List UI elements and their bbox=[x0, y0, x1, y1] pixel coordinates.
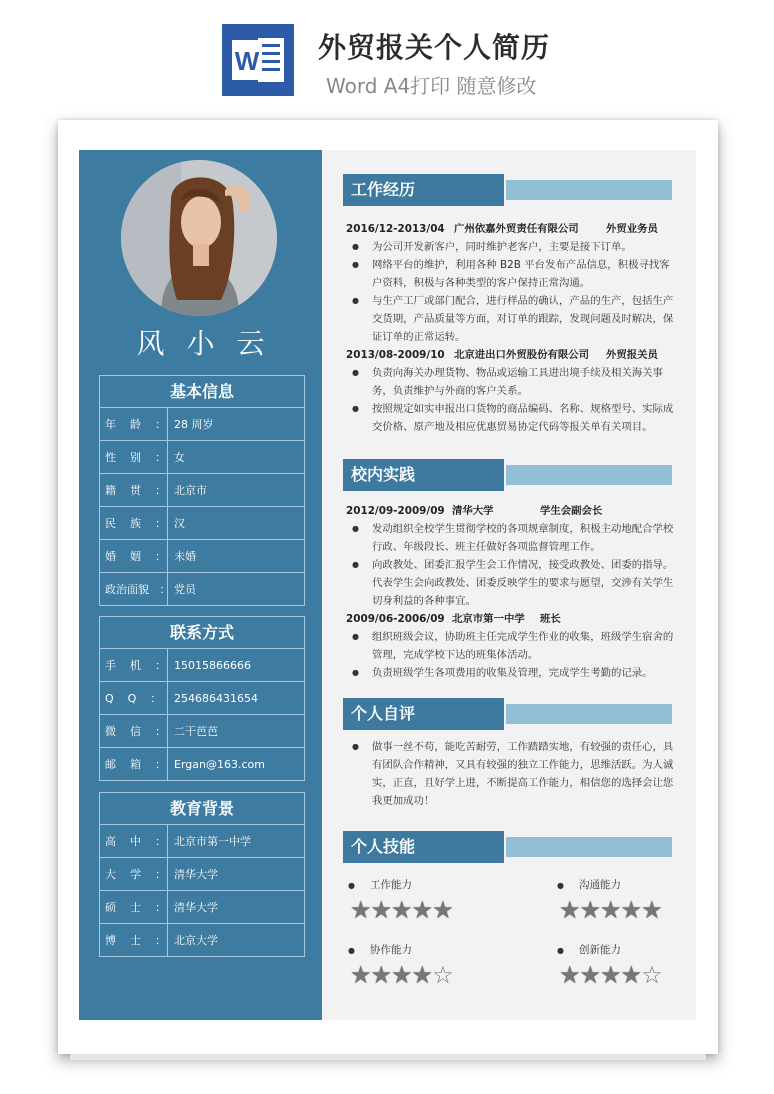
star-filled-icon: ★ bbox=[391, 961, 412, 989]
contact-row-wechat bbox=[100, 715, 304, 748]
info-row-marital bbox=[100, 540, 304, 573]
contact-row-phone bbox=[100, 649, 304, 682]
star-filled-icon: ★ bbox=[641, 896, 662, 924]
list-item: ● 按照规定如实申报出口货物的商品编码、名称、规格型号、实际成交价格、原产地及相应优惠贸易协定代码等报关单有关项目。 bbox=[346, 400, 676, 436]
self-eval-section bbox=[346, 738, 676, 810]
job-company: 北京进出口外贸股份有限公司 bbox=[454, 349, 590, 361]
word-logo-icon bbox=[222, 24, 294, 96]
info-value: 28 周岁 bbox=[174, 418, 214, 431]
contact-heading: 联系方式 bbox=[100, 617, 304, 649]
skill-rating bbox=[559, 961, 662, 989]
job-company: 北京市第一中学 bbox=[452, 613, 525, 625]
list-item: ● 网络平台的维护，利用各种 B2B 平台发布产品信息，积极寻找客户资料，积极与各种类型的客户保持正常沟通。 bbox=[346, 256, 676, 292]
contact-row-email bbox=[100, 748, 304, 780]
edu-value: 北京大学 bbox=[174, 934, 218, 947]
list-item: ● 向政教处、团委汇报学生会工作情况，接受政教处、团委的指导。代表学生会向政教处、团委反映学生的要求与愿望，交涉有关学生切身利益的各种事宜。 bbox=[346, 556, 676, 610]
edu-label: 硕 士 ： bbox=[100, 891, 168, 923]
star-filled-icon: ★ bbox=[559, 961, 580, 989]
star-filled-icon: ★ bbox=[579, 896, 601, 924]
edu-row-master bbox=[100, 891, 304, 924]
star-empty-icon: ☆ bbox=[641, 961, 662, 989]
work-section bbox=[346, 220, 676, 436]
job-period: 2016/12-2013/04 bbox=[346, 223, 445, 235]
info-label: 年 龄 ： bbox=[100, 408, 168, 440]
person-name: 风小云 bbox=[136, 327, 287, 360]
skill-item: ● 工作能力 bbox=[348, 879, 412, 891]
skill-rating bbox=[350, 961, 453, 989]
edu-value: 清华大学 bbox=[174, 901, 218, 914]
info-label: 政治面貌 ： bbox=[100, 573, 168, 605]
self-eval-heading: 个人自评 bbox=[343, 698, 504, 730]
edu-value: 北京市第一中学 bbox=[174, 835, 251, 848]
education-box bbox=[99, 792, 305, 957]
edu-row-highschool bbox=[100, 825, 304, 858]
job-role: 班长 bbox=[540, 613, 561, 625]
skill-name: 沟通能力 bbox=[579, 879, 621, 891]
edu-label: 高 中 ： bbox=[100, 825, 168, 857]
skill-rating bbox=[559, 896, 662, 924]
list-item: ● 发动组织全校学生贯彻学校的各项规章制度，积极主动地配合学校行政、年级段长、班主任做好各项监督管理工作。 bbox=[346, 520, 676, 556]
info-label: 籍 贯 ： bbox=[100, 474, 168, 506]
job-header bbox=[346, 610, 676, 628]
info-label: 民 族 ： bbox=[100, 507, 168, 539]
contact-label: 微 信 ： bbox=[100, 715, 168, 747]
skills-heading-rule bbox=[506, 837, 672, 857]
info-value: 党员 bbox=[174, 583, 196, 596]
info-row-gender bbox=[100, 441, 304, 474]
info-value: 未婚 bbox=[174, 550, 196, 563]
basic-info-heading: 基本信息 bbox=[100, 376, 304, 408]
star-filled-icon: ★ bbox=[620, 961, 642, 989]
job-company: 广州依嘉外贸责任有限公司 bbox=[454, 223, 579, 235]
skills-heading: 个人技能 bbox=[343, 831, 504, 863]
job-company: 清华大学 bbox=[452, 505, 494, 517]
info-row-age bbox=[100, 408, 304, 441]
contact-value: 254686431654 bbox=[174, 691, 258, 705]
job-period: 2009/06-2006/09 bbox=[346, 613, 445, 625]
list-item: ● 负责班级学生各项费用的收集及管理，完成学生考勤的记录。 bbox=[346, 664, 676, 682]
list-item: ● 为公司开发新客户，同时维护老客户，主要是接下订单。 bbox=[346, 238, 676, 256]
info-label: 性 别 ： bbox=[100, 441, 168, 473]
info-row-political bbox=[100, 573, 304, 605]
edu-value: 清华大学 bbox=[174, 868, 218, 881]
star-filled-icon: ★ bbox=[350, 896, 371, 924]
edu-label: 大 学 ： bbox=[100, 858, 168, 890]
star-filled-icon: ★ bbox=[620, 896, 642, 924]
contact-value: 15015866666 bbox=[174, 658, 251, 672]
skill-rating bbox=[350, 896, 453, 924]
education-heading: 教育背景 bbox=[100, 793, 304, 825]
avatar bbox=[121, 160, 277, 316]
star-filled-icon: ★ bbox=[411, 961, 433, 989]
star-filled-icon: ★ bbox=[579, 961, 601, 989]
skill-name: 工作能力 bbox=[370, 879, 412, 891]
contact-value: Ergan@163.com bbox=[174, 757, 265, 771]
campus-section bbox=[346, 502, 676, 682]
skill-item: ● 协作能力 bbox=[348, 944, 412, 956]
star-filled-icon: ★ bbox=[411, 896, 433, 924]
edu-label: 博 士 ： bbox=[100, 924, 168, 956]
job-period: 2013/08-2009/10 bbox=[346, 349, 445, 361]
contact-label: 邮 箱 ： bbox=[100, 748, 168, 780]
work-heading: 工作经历 bbox=[343, 174, 504, 206]
work-heading-rule bbox=[506, 180, 672, 200]
job-role: 学生会副会长 bbox=[540, 505, 603, 517]
self-eval-text: ● 做事一丝不苟，能吃苦耐劳，工作踏踏实地，有较强的责任心，具有团队合作精神，又具有较强的独立工作能力，思维活跃。为人诚实，正直，且好学上进，不断提高工作能力，相信您的选择会让您我更加成功！ bbox=[346, 738, 676, 810]
star-filled-icon: ★ bbox=[432, 896, 453, 924]
list-item: ● 组织班级会议，协助班主任完成学生作业的收集，班级学生宿舍的管理，完成学校下达的班集体活动。 bbox=[346, 628, 676, 664]
job-role: 外贸报关员 bbox=[606, 349, 658, 361]
star-filled-icon: ★ bbox=[600, 896, 621, 924]
star-filled-icon: ★ bbox=[370, 961, 392, 989]
contact-row-qq bbox=[100, 682, 304, 715]
contact-box bbox=[99, 616, 305, 781]
list-item: ● 与生产工厂或部门配合，进行样品的确认，产品的生产，包括生产交货期，产品质量等方面，对订单的跟踪，发现问题及时解决，保证订单的正常运转。 bbox=[346, 292, 676, 346]
info-value: 女 bbox=[174, 451, 185, 464]
star-filled-icon: ★ bbox=[391, 896, 412, 924]
info-label: 婚 姻 ： bbox=[100, 540, 168, 572]
list-item: ● 负责向海关办理货物、物品或运输工具进出境手续及相关海关事务，负责维护与外商的客户关系。 bbox=[346, 364, 676, 400]
star-filled-icon: ★ bbox=[600, 961, 621, 989]
job-period: 2012/09-2009/09 bbox=[346, 505, 445, 517]
star-filled-icon: ★ bbox=[370, 896, 392, 924]
contact-label: 手 机 ： bbox=[100, 649, 168, 681]
job-role: 外贸业务员 bbox=[606, 223, 658, 235]
info-row-ethnicity bbox=[100, 507, 304, 540]
word-logo-letter: W bbox=[234, 46, 260, 76]
star-filled-icon: ★ bbox=[559, 896, 580, 924]
page-subtitle: Word A4打印 随意修改 bbox=[326, 74, 537, 98]
job-header bbox=[346, 346, 676, 364]
skill-item: ● 沟通能力 bbox=[557, 879, 621, 891]
edu-row-doctor bbox=[100, 924, 304, 956]
campus-heading: 校内实践 bbox=[343, 459, 504, 491]
edu-row-university bbox=[100, 858, 304, 891]
skill-item: ● 创新能力 bbox=[557, 944, 621, 956]
basic-info-box bbox=[99, 375, 305, 606]
star-empty-icon: ☆ bbox=[432, 961, 453, 989]
paper-shadow bbox=[70, 1054, 706, 1060]
page-title: 外贸报关个人简历 bbox=[318, 31, 551, 64]
info-row-hometown bbox=[100, 474, 304, 507]
job-header bbox=[346, 502, 676, 520]
info-value: 汉 bbox=[174, 517, 185, 530]
contact-label: Q Q ： bbox=[100, 682, 168, 714]
campus-heading-rule bbox=[506, 465, 672, 485]
info-value: 北京市 bbox=[174, 484, 207, 497]
self-eval-heading-rule bbox=[506, 704, 672, 724]
contact-value: 二干芭芭 bbox=[174, 725, 218, 738]
skill-name: 协作能力 bbox=[370, 944, 412, 956]
skill-name: 创新能力 bbox=[579, 944, 621, 956]
job-header bbox=[346, 220, 676, 238]
star-filled-icon: ★ bbox=[350, 961, 371, 989]
